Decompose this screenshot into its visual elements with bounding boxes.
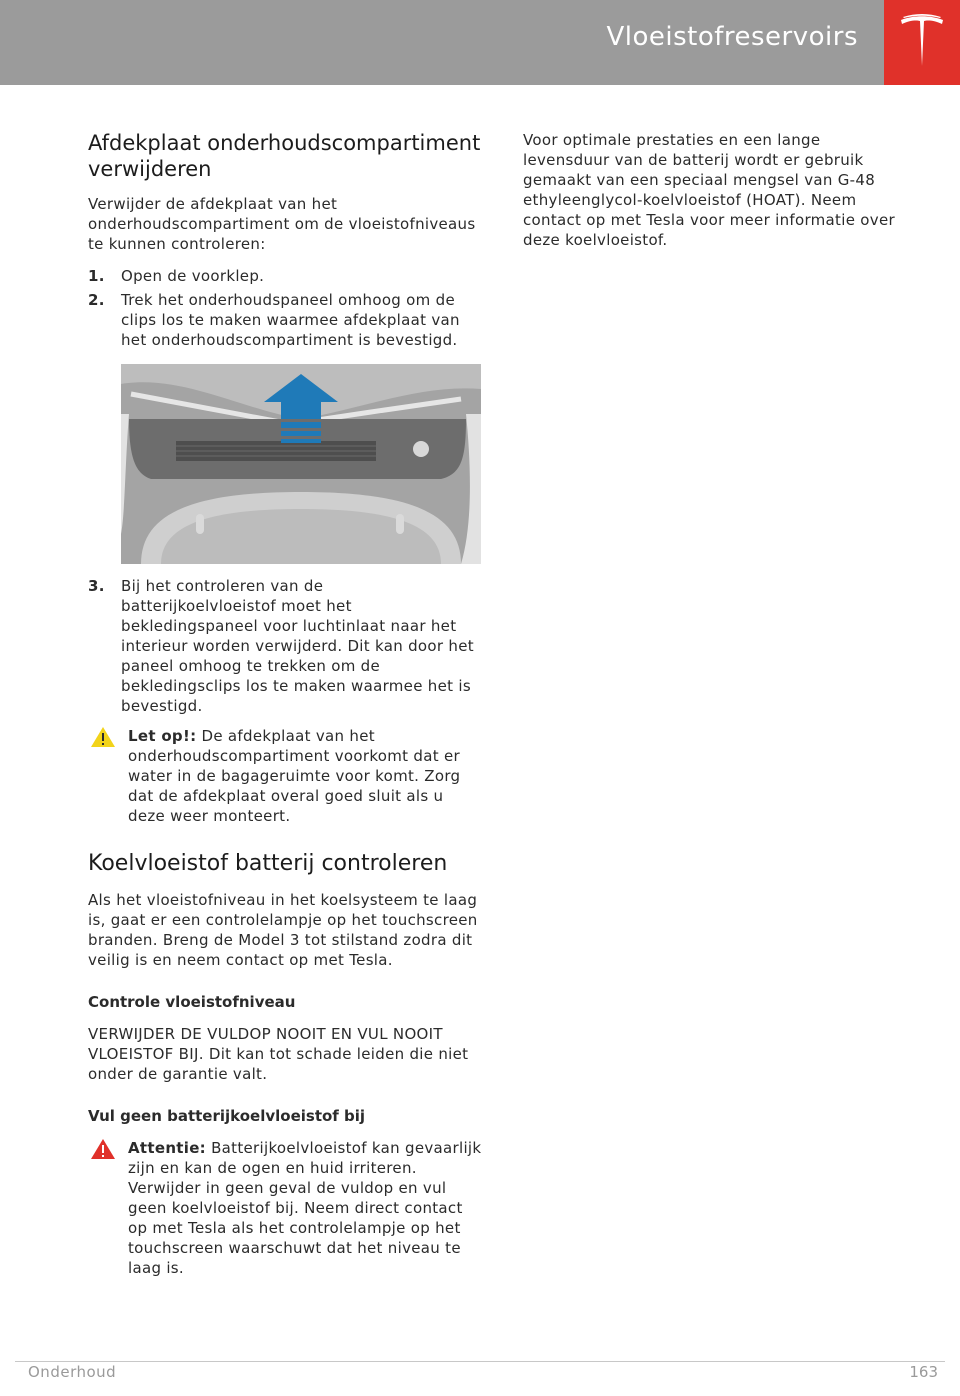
steps-list-continued — [88, 576, 483, 716]
step-item — [88, 290, 483, 350]
step-text: Trek het onderhoudspaneel omhoog om de clips los te maken waarmee afdekplaat van het onderhoudscompartiment is bevestigd. — [121, 291, 460, 349]
warning-label: Attentie: — [128, 1139, 206, 1157]
footer-section-name: Onderhoud — [28, 1363, 117, 1381]
maintenance-panel-illustration — [121, 364, 481, 564]
warning-triangle-icon — [90, 1138, 116, 1160]
page-header — [0, 0, 884, 85]
step-text: Bij het controleren van de batterijkoelvloeistof moet het bekledingspaneel voor luchtinlaat naar het interieur worden verwijderd. Dit kan door het paneel omhoog te trekken om de bekledingsclips los te maken waarmee het is bevestigd. — [121, 577, 474, 715]
right-column — [523, 130, 903, 262]
section-heading-coolant: Koelvloeistof batterij controleren — [88, 851, 448, 876]
caution-notice — [88, 726, 483, 826]
caution-text: De afdekplaat van het onderhoudscompartiment voorkomt dat er water in de bagageruimte voor komt. Zorg dat de afdekplaat overal goed sluit als u deze weer monteert. — [128, 727, 461, 825]
coolant-info-paragraph: Voor optimale prestaties en een lange levensduur van de batterij wordt er gebruik gemaakt van een speciaal mengsel van G-48 ethyleenglycol-koelvloeistof (HOAT). Neem contact op met Tesla voor meer informatie over deze koelvloeistof. — [523, 131, 895, 249]
subheading-level-check: Controle vloeistofniveau — [88, 993, 296, 1011]
brand-logo-box — [884, 0, 960, 85]
warning-notice — [88, 1138, 483, 1278]
footer-page-number: 163 — [909, 1363, 938, 1381]
step-item — [88, 266, 483, 286]
step-number: 1. — [88, 267, 105, 285]
step-item — [88, 576, 483, 716]
step-number: 3. — [88, 577, 105, 595]
level-check-paragraph: VERWIJDER DE VULDOP NOOIT EN VUL NOOIT VLOEISTOF BIJ. Dit kan tot schade leiden die niet onder de garantie valt. — [88, 1025, 469, 1083]
caution-triangle-icon — [90, 726, 116, 748]
step-number: 2. — [88, 291, 105, 309]
steps-list — [88, 266, 483, 350]
warning-text: Batterijkoelvloeistof kan gevaarlijk zijn en kan de ogen en huid irriteren. Verwijder in geen geval de vuldop en vul geen koelvloeistof bij. Neem direct contact op met Tesla als het controlelampje op het touchscreen waarschuwt dat het niveau te laag is. — [128, 1139, 482, 1277]
coolant-paragraph: Als het vloeistofniveau in het koelsysteem te laag is, gaat er een controlelampje op het touchscreen branden. Breng de Model 3 tot stilstand zodra dit veilig is en neem contact op met Tesla. — [88, 891, 478, 969]
frunk-illustration — [121, 364, 481, 564]
subheading-no-refill: Vul geen batterijkoelvloeistof bij — [88, 1107, 366, 1125]
intro-paragraph: Verwijder de afdekplaat van het onderhoudscompartiment om de vloeistofniveaus te kunnen controleren: — [88, 195, 476, 253]
step-text: Open de voorklep. — [121, 267, 265, 285]
page-title: Vloeistofreservoirs — [606, 22, 858, 52]
left-column — [88, 130, 483, 1288]
caution-label: Let op!: — [128, 727, 197, 745]
footer-divider — [15, 1361, 945, 1362]
tesla-logo-icon — [899, 14, 945, 72]
section-heading-cover: Afdekplaat onderhoudscompartiment verwijderen — [88, 131, 481, 181]
